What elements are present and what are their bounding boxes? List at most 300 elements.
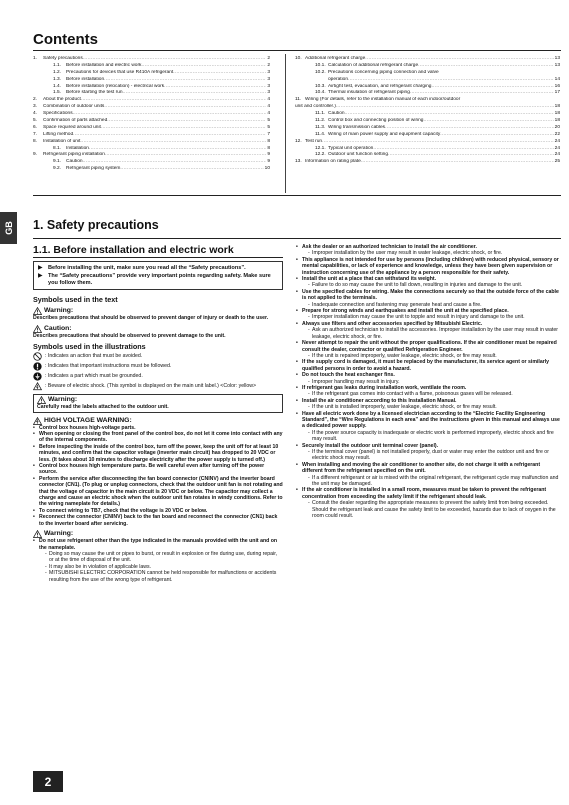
symbol-row: : Indicates that important instructions must be followed. <box>33 362 283 371</box>
precaution-item <box>296 359 560 372</box>
toc-leader-dots <box>385 125 554 132</box>
dash: - <box>45 563 47 570</box>
toc-entry[interactable] <box>33 90 270 97</box>
bullet: • <box>296 340 298 347</box>
high-voltage-item <box>33 476 283 508</box>
toc-entry-number: 1.2. <box>53 69 62 75</box>
precaution-sub-text: If the power source capacity is inadequate or electric work is performed improperly, electric shock and fire may result. <box>312 429 554 443</box>
toc-entry-text: Thermal insulation of refrigerant piping <box>328 90 410 96</box>
high-voltage-item <box>33 431 283 444</box>
precaution-item <box>296 487 560 519</box>
precaution-item-text: Always use filters and other accessories specified by Mitsubishi Electric. <box>302 320 483 327</box>
dash: - <box>308 500 310 507</box>
precaution-sub-text: Failure to do so may cause the unit to fall down, resulting in injuries and damage to the unit. <box>312 282 523 289</box>
toc-entry-number: 1.4. <box>53 83 62 89</box>
toc-spacer <box>460 97 559 104</box>
toc-entry-page: 5 <box>267 124 270 130</box>
bullet: • <box>33 424 35 431</box>
precaution-sub-text: Improper installation may cause the unit to topple and result in injury and damage to the unit. <box>312 314 525 321</box>
toc-entry[interactable] <box>33 84 270 91</box>
toc-entry-label <box>295 97 460 104</box>
precaution-item-body <box>302 257 560 276</box>
toc-entry-number: 6. <box>33 124 38 130</box>
precaution-item-body <box>302 411 560 443</box>
toc-leader-dots <box>73 132 266 139</box>
toc-entry-label <box>53 70 173 77</box>
dash: - <box>308 391 310 398</box>
toc-entry-label <box>33 97 81 104</box>
label-warning-text: Carefully read the labels attached to the outdoor unit. <box>37 404 169 411</box>
precaution-sub-item <box>302 500 560 519</box>
warning-triangle-icon <box>37 396 46 404</box>
toc-entry-number: 9. <box>33 152 38 158</box>
toc-entry-label <box>33 118 107 125</box>
toc-leader-dots <box>101 125 266 132</box>
toc-entry[interactable] <box>33 152 270 159</box>
toc-entry-number: 10.3. <box>315 83 326 89</box>
toc-entry[interactable] <box>295 159 560 166</box>
bullet: • <box>296 308 298 315</box>
high-voltage-item-text: Before inspecting the inside of the control box, turn off the power, keep the unit off for at least 10 minutes, and confirm that the capacitor voltage (inverter main circuit) has dropped to 20 VDC or less. (It takes about 10 minutes to discharge electricity after the power supply is turned off.) <box>39 443 279 463</box>
precaution-sub-text: If the terminal cover (panel) is not installed properly, dust or water may enter the outdoor unit and fire or electric shock may result. <box>312 449 549 462</box>
toc-entry-page: 22 <box>554 131 560 137</box>
toc-entry-page: 3 <box>267 90 270 96</box>
precaution-item-body <box>302 487 560 519</box>
arrow-icon: ▶ <box>38 272 43 279</box>
toc-entry[interactable] <box>295 56 560 63</box>
warning-heading: Warning: <box>33 307 283 315</box>
toc-entry-number: 1. <box>33 56 38 61</box>
toc-leader-dots <box>440 132 553 139</box>
toc-entry[interactable] <box>33 118 270 125</box>
section-divider <box>33 238 561 239</box>
toc-entry-text: Outdoor unit function setting <box>328 152 388 158</box>
toc-entry-number: 8.1. <box>53 145 62 151</box>
symbol-row: : Beware of electric shock. (This symbol is displayed on the main unit label.) <Color: yellow> <box>33 382 283 391</box>
toc-entry-page: 4 <box>267 97 270 103</box>
toc-entry[interactable] <box>33 63 270 70</box>
high-voltage-item-text: Control box houses high temperature parts. Be well careful even after turning off the power source. <box>39 463 265 476</box>
dash: - <box>308 301 310 308</box>
toc-entry-text: About the product <box>43 97 81 103</box>
toc-entry-number: 11. <box>295 97 302 103</box>
toc-leader-dots <box>410 90 554 97</box>
toc-entry-page: 24 <box>554 138 560 144</box>
precaution-item-text: Install the air conditioner according to this Installation Manual. <box>302 397 457 404</box>
symbol-row: : Indicates a part which must be grounded. <box>33 372 283 381</box>
toc-entry[interactable] <box>295 97 560 104</box>
toc-entry-label <box>315 84 431 91</box>
toc-entry-label <box>295 104 336 111</box>
bullet: • <box>296 410 298 417</box>
toc-entry-text: Lifting method <box>43 131 74 137</box>
precaution-item <box>296 398 560 411</box>
toc-entry[interactable] <box>295 132 560 139</box>
toc-entry-text: Before starting the test run <box>66 90 123 96</box>
precaution-item-body <box>302 289 560 308</box>
toc-entry[interactable] <box>295 111 560 118</box>
page-title: Contents <box>33 31 98 48</box>
toc-entry-number: 10.2. <box>315 69 326 75</box>
arrow-icon: ▶ <box>38 265 43 271</box>
precaution-item-text: Securely install the outdoor unit terminal cover (panel). <box>302 442 439 449</box>
precaution-item <box>296 244 560 257</box>
toc-entry-text: Wiring (For details, refer to the installation manual of each indoor/outdoor <box>305 97 461 103</box>
title-divider <box>33 50 561 51</box>
precaution-sub-item <box>39 570 283 583</box>
dash: - <box>308 250 310 257</box>
toc-entry-label <box>33 152 105 159</box>
toc-entry-page: 7 <box>267 131 270 137</box>
toc-entry-text: Safety precautions <box>43 56 83 61</box>
bullet: • <box>296 372 298 379</box>
warning-triangle-icon <box>33 530 42 538</box>
toc-entry-label <box>315 77 348 84</box>
toc-entry-text: Precautions concerning piping connection and valve <box>328 69 439 75</box>
toc-leader-dots <box>388 152 554 159</box>
high-voltage-item-text: When opening or closing the front panel of the control box, do not let it come into contact with any of the internal components. <box>39 431 283 444</box>
precaution-item-body <box>302 443 560 462</box>
toc-entry-label <box>295 139 322 146</box>
toc-entry-text: Before installation and electric work <box>66 62 142 68</box>
precaution-item-text: Ask the dealer or an authorized technician to install the air conditioner. <box>302 244 477 250</box>
toc-entry-number: 11.3. <box>315 124 326 130</box>
toc-entry[interactable] <box>33 125 270 132</box>
toc-entry-number: 9.1. <box>53 159 62 165</box>
toc-entry-number: 2. <box>33 97 38 103</box>
precaution-sub-item <box>302 475 560 488</box>
toc-entry-text: Caution <box>66 159 83 165</box>
high-voltage-item-text: Perform the service after disconnecting the fan board connector (CNINV) and the inverter board connector (CN1). (To plug or unplug connectors, check that the outdoor unit fan is not rotating and that the voltage of capacitor in the main circuit is 20 VDC or below. The capacitor may collect a charge and cause an electric shock when the outdoor unit fan rotates in windy conditions. Refer to the wiring nameplate for details.) <box>39 475 283 508</box>
toc-entry[interactable] <box>295 84 560 91</box>
precaution-item-body <box>302 308 560 321</box>
precaution-sub-item <box>39 551 283 564</box>
toc-leader-dots <box>123 90 267 97</box>
caution-heading: Caution: <box>33 325 283 333</box>
toc-right-column <box>295 56 560 166</box>
toc-entry-number: 10.1. <box>315 62 326 68</box>
bullet: • <box>296 320 298 327</box>
toc-entry-label <box>315 146 373 153</box>
toc-leader-dots <box>83 56 267 63</box>
toc-entry-label <box>53 77 104 84</box>
precaution-sub-item <box>302 327 560 340</box>
toc-entry-number: 12.1. <box>315 145 326 151</box>
bullet: • <box>296 256 298 263</box>
toc-leader-dots <box>431 84 553 91</box>
toc-leader-dots <box>83 159 267 166</box>
bullet: • <box>296 384 298 391</box>
precaution-item <box>296 308 560 321</box>
warning-2-list <box>33 538 283 583</box>
section-title: 1. Safety precautions <box>33 218 159 232</box>
precaution-sub-text: If the unit is installed improperly, water leakage, electric shock, or fire may result. <box>312 404 497 411</box>
precaution-sub-text: Inadequate connection and fastening may generate heat and cause a fire. <box>312 301 482 308</box>
ground-icon <box>33 372 42 381</box>
toc-entry-text: Wiring of main power supply and equipment capacity <box>328 131 441 137</box>
dash: - <box>308 404 310 411</box>
dash: - <box>308 449 310 455</box>
toc-bottom-divider <box>33 195 561 196</box>
toc-entry-text: Installation <box>66 145 89 151</box>
toc-leader-dots <box>336 104 554 111</box>
bullet: • <box>296 397 298 404</box>
precaution-item-text: If the supply cord is damaged, it must be replaced by the manufacturer, its service agent or similarly qualified persons in order to avoid a hazard. <box>302 359 550 372</box>
toc-entry-label <box>53 166 120 173</box>
toc-entry-page: 16 <box>554 83 560 89</box>
caution-triangle-icon <box>33 325 42 333</box>
toc-entry-label <box>33 111 73 118</box>
toc-entry[interactable] <box>33 146 270 153</box>
toc-entry-page: 8 <box>267 138 270 144</box>
toc-entry-page <box>559 70 560 77</box>
bullet: • <box>296 288 298 295</box>
dash: - <box>45 550 47 557</box>
toc-leader-dots <box>80 139 266 146</box>
high-voltage-item-text: Reconnect the connector (CNINV) back to the fan board and reconnect the connector (CN1) back to the inverter board after servicing. <box>39 514 278 527</box>
high-voltage-list <box>33 425 283 528</box>
toc-entry-page: 25 <box>554 159 560 165</box>
warning-triangle-icon <box>33 307 42 315</box>
precaution-item-text: Never attempt to repair the unit without the proper qualifications. If the air conditioner must be repaired consult the dealer, contractor or qualified Refrigeration Engineer. <box>302 340 557 353</box>
toc-entry-page: 20 <box>554 124 560 130</box>
toc-entry-text: Wiring transmission cables <box>328 124 386 130</box>
language-tab-label: GB <box>3 221 14 235</box>
toc-entry-page: 17 <box>554 90 560 96</box>
toc-entry-text: Before installation (relocation) - electrical work <box>66 83 165 89</box>
precaution-item-text: If refrigerant gas leaks during installation work, ventilate the room. <box>302 384 467 391</box>
precaution-item-body <box>302 321 560 340</box>
toc-entry-text: Caution <box>328 111 345 117</box>
precaution-item-text: Do not touch the heat exchanger fins. <box>302 372 395 379</box>
toc-leader-dots <box>322 139 554 146</box>
prohibited-icon <box>33 352 42 361</box>
toc-entry-number: 13. <box>295 159 302 165</box>
precaution-item-text: Have all electric work done by a licensed electrician according to the “Electric Facility Engineering Standard”, the “Wire Regulations in each area” and the instructions given in this manual and always use a dedicated power supply. <box>302 410 560 430</box>
toc-entry-page: 3 <box>267 69 270 75</box>
instruction-icon <box>33 362 42 371</box>
toc-entry-page: 24 <box>554 145 560 151</box>
toc-entry-label <box>315 125 385 132</box>
precaution-item-body <box>39 538 283 583</box>
dash: - <box>308 314 310 321</box>
bullet: • <box>33 538 35 545</box>
toc-leader-dots <box>423 118 553 125</box>
toc-entry-number: 9.2. <box>53 166 62 172</box>
toc-leader-dots <box>81 97 266 104</box>
toc-entry-page: 2 <box>267 56 270 61</box>
precaution-item-body <box>302 244 560 257</box>
toc-entry-label <box>53 63 141 70</box>
toc-entry-number: 4. <box>33 111 38 117</box>
toc-entry-label <box>315 118 423 125</box>
toc-leader-dots <box>104 104 266 111</box>
toc-leader-dots <box>365 56 553 63</box>
page-number: 2 <box>33 771 63 792</box>
toc-entry[interactable] <box>33 111 270 118</box>
dash: - <box>308 378 310 385</box>
toc-entry[interactable] <box>295 104 560 111</box>
precaution-sub-text: Ask an authorized technician to install the accessories. Improper installation by the user may result in water leakage, electric shock, or fire. <box>312 327 558 340</box>
toc-entry-text: Information on rating plate <box>305 159 361 165</box>
toc-leader-dots <box>361 159 554 166</box>
bullet: • <box>296 359 298 366</box>
precaution-item-body <box>302 276 560 289</box>
toc-entry[interactable] <box>33 77 270 84</box>
toc-entry[interactable] <box>33 132 270 139</box>
toc-entry-text: Test run <box>305 138 323 144</box>
precaution-item <box>296 372 560 385</box>
dash: - <box>308 352 310 359</box>
toc-entry[interactable] <box>295 90 560 97</box>
precaution-item-text: This appliance is not intended for use by persons (including children) with reduced physical, sensory or mental capabilities, or lack of experience and knowledge, unless they have been given supervision or instruction concerning use of the appliance by a person responsible for their safety. <box>302 256 559 276</box>
high-voltage-heading: HIGH VOLTAGE WARNING: <box>33 417 283 425</box>
language-tab <box>0 212 17 244</box>
toc-entry[interactable] <box>295 139 560 146</box>
toc-entry-page: 2 <box>267 62 270 68</box>
toc-entry-number: 10.4. <box>315 90 326 96</box>
toc-leader-dots <box>345 111 554 118</box>
dash: - <box>45 570 47 577</box>
toc-entry-page: 10 <box>264 166 270 172</box>
toc-entry-page: 4 <box>267 104 270 110</box>
toc-entry-label <box>33 132 73 139</box>
toc-entry[interactable] <box>295 125 560 132</box>
toc-entry-page: 18 <box>554 104 560 110</box>
toc-entry-page: 18 <box>554 111 560 117</box>
precaution-sub-text: If a different refrigerant or air is mixed with the original refrigerant, the refrigerant cycle may malfunction and the unit may be damaged. <box>312 474 559 488</box>
toc-entry[interactable] <box>33 104 270 111</box>
precaution-sub-text: If the unit is repaired improperly, water leakage, electric shock, or fire may result. <box>312 352 497 359</box>
toc-entry-label <box>295 56 365 63</box>
subsection-title: 1.1. Before installation and electric work <box>33 244 234 256</box>
toc-entry-page: 14 <box>554 76 560 82</box>
toc-entry-label <box>315 152 388 159</box>
toc-entry-number: 10. <box>295 56 302 61</box>
toc-entry[interactable] <box>33 70 270 77</box>
toc-entry-label <box>33 139 80 146</box>
bullet: • <box>296 442 298 449</box>
precaution-item-text: Do not use refrigerant other than the type indicated in the manuals provided with the unit and on the nameplate. <box>39 538 278 551</box>
toc-leader-dots <box>89 146 266 153</box>
toc-entry[interactable] <box>295 77 560 84</box>
toc-entry-page: 8 <box>267 145 270 151</box>
precaution-item <box>33 538 283 583</box>
precaution-item-text: Use the specified cables for wiring. Make the connections securely so that the outside force of the cable is not applied to the terminals. <box>302 288 559 302</box>
toc-entry-text: Before installation <box>66 76 105 82</box>
bullet: • <box>296 244 298 250</box>
bullet: • <box>33 507 35 514</box>
precaution-item-body <box>302 359 560 372</box>
toc-entry[interactable] <box>295 152 560 159</box>
toc-leader-dots <box>164 84 266 91</box>
toc-entry-text: Installation of unit <box>43 138 81 144</box>
toc-entry-page: 3 <box>267 76 270 82</box>
toc-entry-number: 12.2. <box>315 152 326 158</box>
precaution-sub-text: It may also be in violation of applicable laws. <box>49 563 152 570</box>
precaution-sub-text: Improper handling may result in injury. <box>312 378 400 385</box>
toc-entry-label <box>315 111 345 118</box>
toc-entry[interactable] <box>295 63 560 70</box>
toc-entry-label <box>33 125 101 132</box>
toc-leader-dots <box>418 63 554 70</box>
electric-shock-icon <box>33 417 42 425</box>
toc-entry[interactable] <box>33 139 270 146</box>
toc-column-divider <box>285 54 286 193</box>
toc-entry-label <box>315 70 439 77</box>
bullet: • <box>33 443 35 450</box>
toc-entry-page: 9 <box>267 159 270 165</box>
toc-entry-number: 11.4. <box>315 131 326 137</box>
warning-description: Describes precautions that should be observed to prevent danger of injury or death to the user. <box>33 315 269 322</box>
toc-leader-dots <box>120 166 263 173</box>
precaution-item-text: If the air conditioner is installed in a small room, measures must be taken to prevent the refrigerant concentration from exceeding the safety limit if the refrigerant should leak. <box>302 487 547 500</box>
toc-entry[interactable] <box>33 97 270 104</box>
electric-shock-icon <box>33 382 42 391</box>
intro-point: ▶ The “Safety precautions” provide very important points regarding safety. Make sure you follow them. <box>38 272 271 286</box>
toc-entry[interactable] <box>295 118 560 125</box>
toc-entry-number: 3. <box>33 104 38 110</box>
toc-entry[interactable] <box>295 146 560 153</box>
high-voltage-item-text: Control box houses high-voltage parts. <box>39 424 136 431</box>
toc-entry-page: 13 <box>554 62 560 68</box>
toc-entry-page: 4 <box>267 111 270 117</box>
toc-entry-label <box>315 90 410 97</box>
toc-entry-text: Additional refrigerant charge <box>305 56 366 61</box>
toc-entry-label <box>53 84 164 91</box>
toc-leader-dots <box>105 152 266 159</box>
precaution-sub-text: If the refrigerant gas comes into contact with a flame, poisonous gases will be released. <box>312 391 513 398</box>
dash: - <box>308 282 310 289</box>
label-warning-box <box>33 394 283 412</box>
toc-entry[interactable] <box>33 159 270 166</box>
toc-entry[interactable] <box>295 70 560 77</box>
toc-entry-text: Calculation of additional refrigerant charge <box>328 62 419 68</box>
toc-leader-dots <box>373 146 553 153</box>
toc-entry-text: Airtight test, evacuation, and refrigerant charging <box>328 83 432 89</box>
toc-entry-text: Refrigerant piping system <box>66 166 121 172</box>
precaution-item <box>296 257 560 276</box>
bullet: • <box>296 461 298 468</box>
label-warning-heading: Warning: <box>37 396 279 404</box>
toc-entry-label <box>53 90 123 97</box>
toc-entry-page: 18 <box>554 118 560 124</box>
toc-entry-page: 5 <box>267 118 270 124</box>
bullet: • <box>33 475 35 482</box>
left-column <box>33 244 283 583</box>
toc-entry[interactable] <box>33 56 270 63</box>
precaution-item-body <box>302 340 560 359</box>
precaution-item <box>296 321 560 340</box>
toc-entry-text: Refrigerant piping installation <box>43 152 105 158</box>
toc-entry-number: 12. <box>295 138 302 144</box>
high-voltage-item <box>33 444 283 463</box>
toc-entry-page <box>559 97 560 104</box>
toc-entry-text: Combination of outdoor units <box>43 104 105 110</box>
toc-entry-page: 3 <box>267 83 270 89</box>
precaution-sub-text: Consult the dealer regarding the appropriate measures to prevent the safety limit from being exceeded. Should the refrigerant leak and cause the safety limit to be exceeded, hazards due to lack of oxygen in the room could result. <box>312 500 556 520</box>
toc-entry-text: Specifications <box>43 111 73 117</box>
toc-left-column <box>33 56 270 173</box>
precaution-sub-item <box>302 430 560 443</box>
precaution-item <box>296 443 560 462</box>
toc-leader-dots <box>107 118 266 125</box>
toc-spacer <box>439 70 559 77</box>
toc-entry-page: 24 <box>554 152 560 158</box>
toc-entry[interactable] <box>33 166 270 173</box>
precaution-item <box>296 411 560 443</box>
high-voltage-item <box>33 514 283 527</box>
